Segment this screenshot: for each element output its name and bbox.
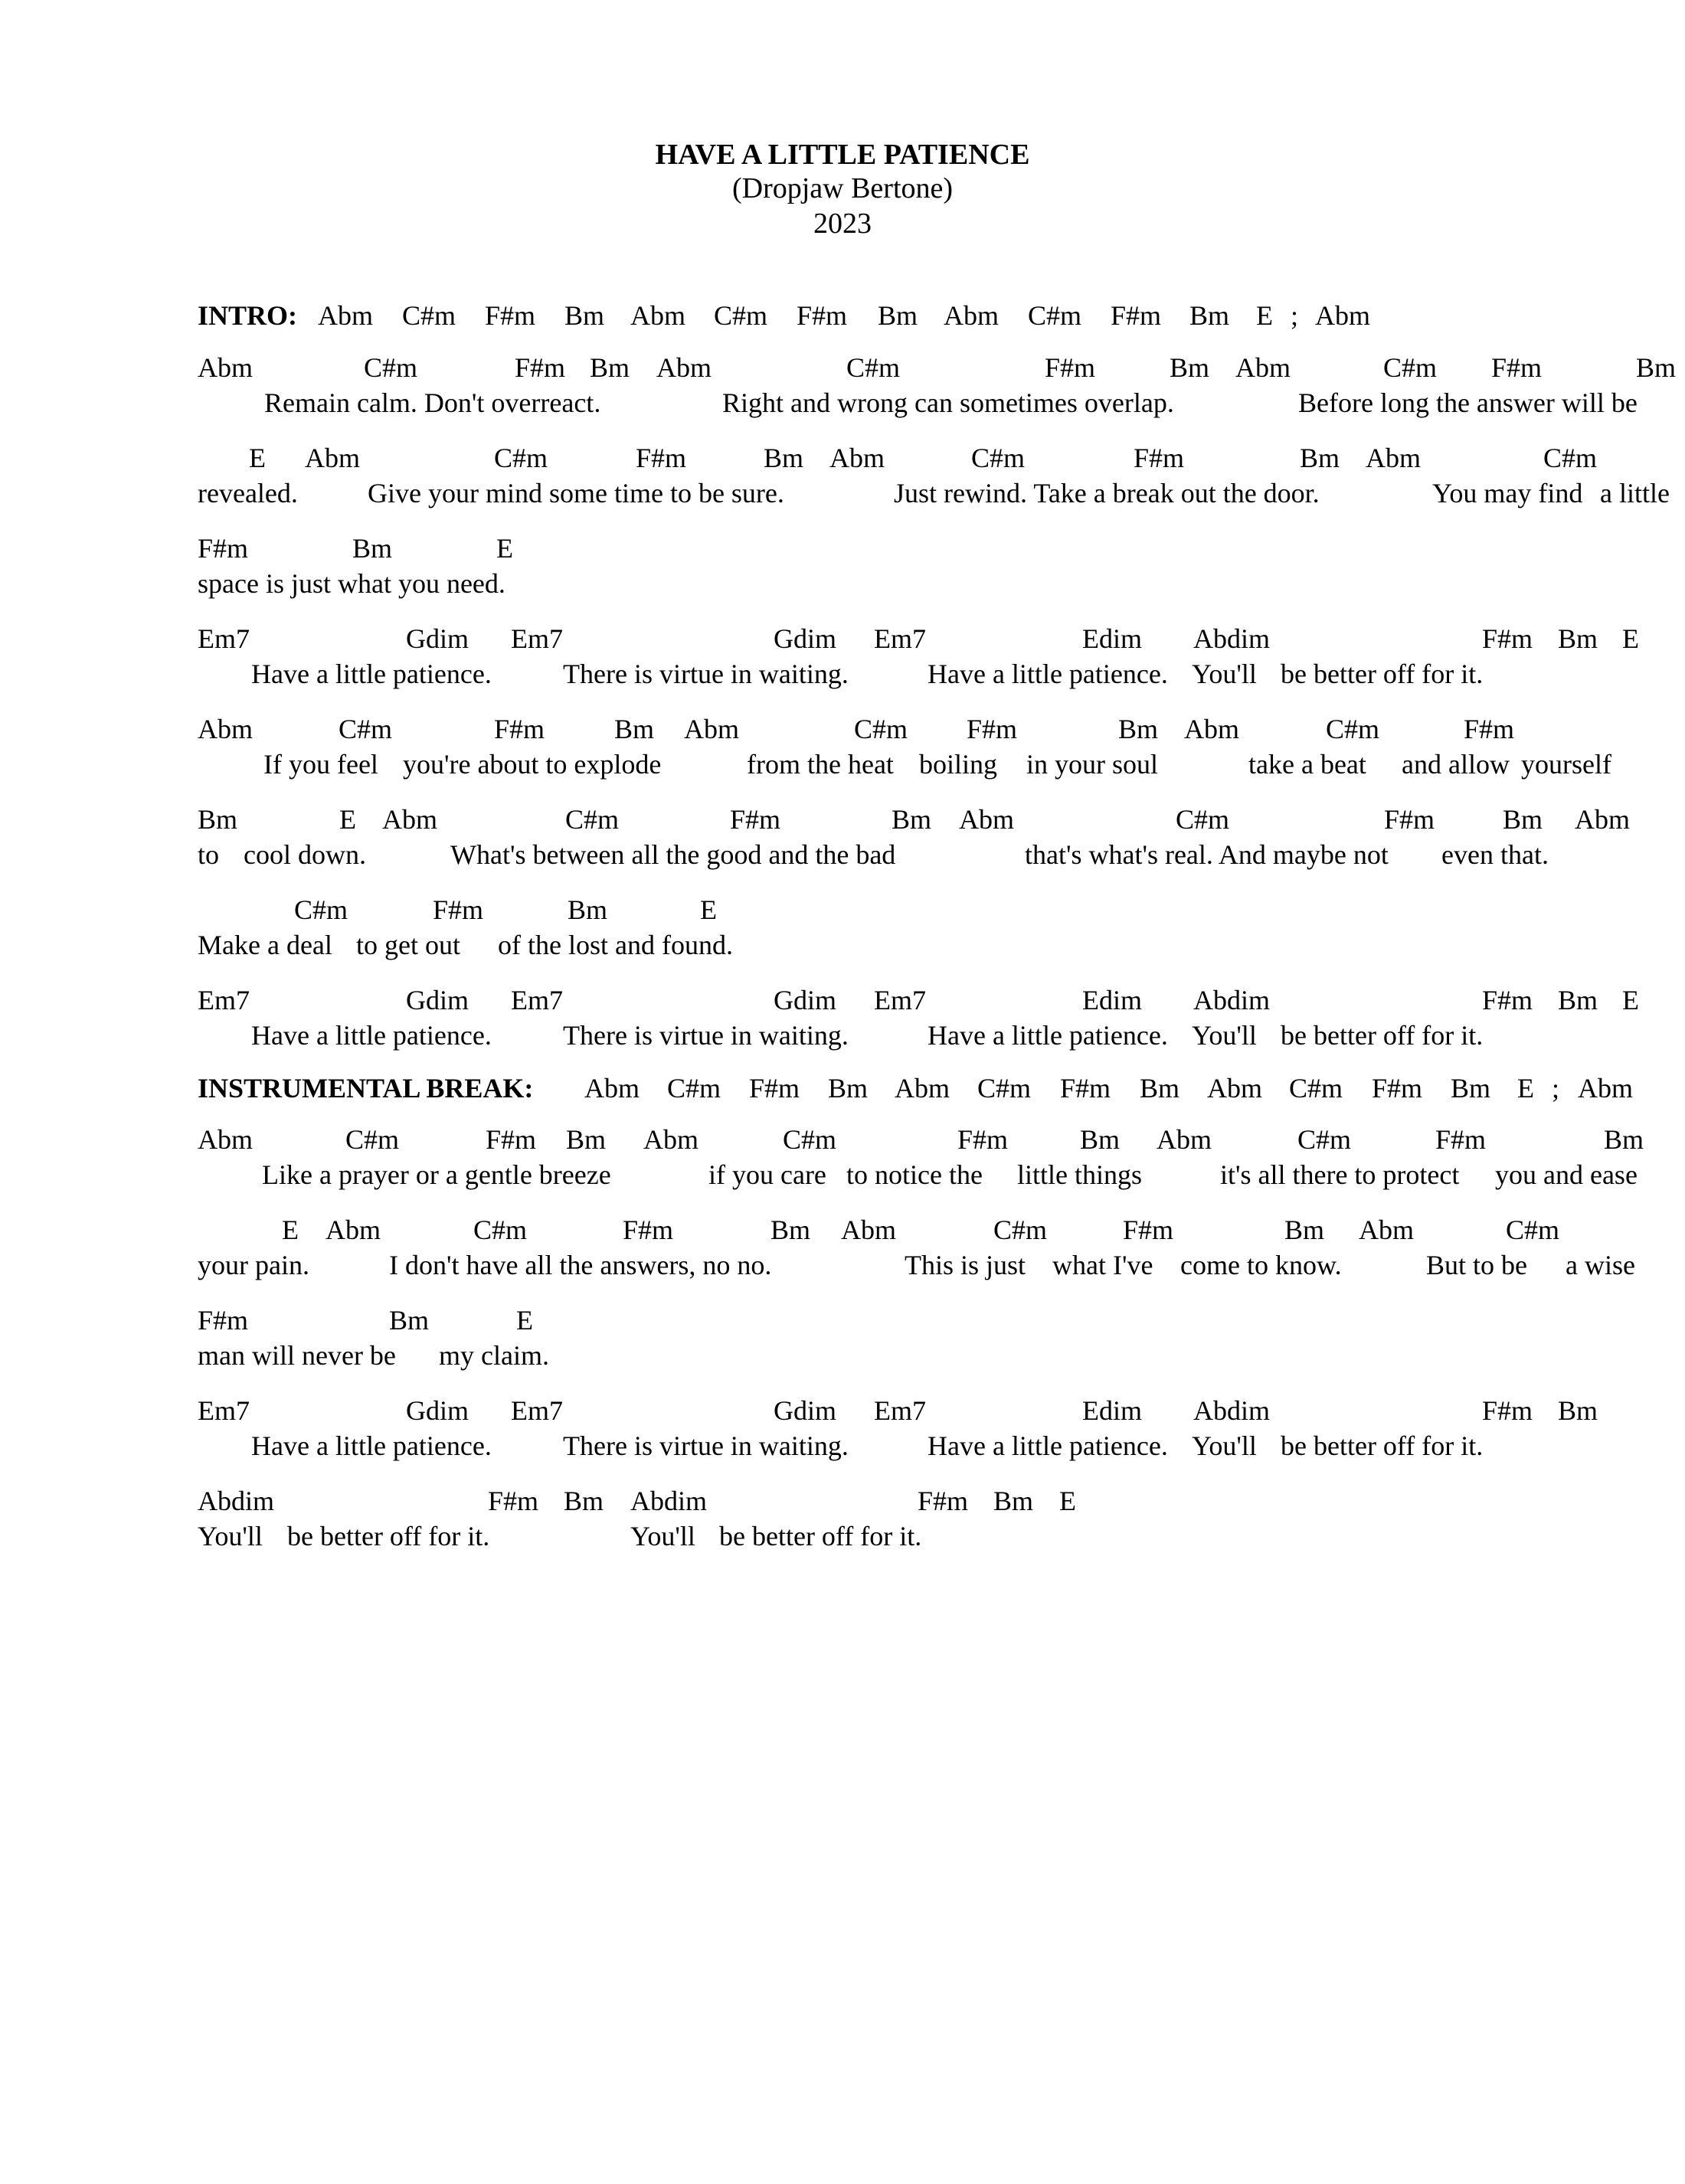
lyric: even that. <box>1441 839 1549 870</box>
lyric: Give your mind some time to be sure. <box>368 478 784 508</box>
lyric: be better off for it. <box>719 1521 922 1551</box>
chord: C#m <box>345 1124 400 1155</box>
lyric: and allow <box>1402 749 1510 780</box>
lyric: be better off for it. <box>1281 1020 1484 1051</box>
chord: Em7 <box>511 623 563 654</box>
chord: F#m <box>730 804 781 835</box>
chord: Bm <box>1140 1073 1180 1103</box>
lyric: Have a little patience. <box>251 1020 492 1051</box>
chord: Bm <box>568 894 608 925</box>
instrumental-line <box>0 1071 1685 1106</box>
lyric: There is virtue in waiting. <box>563 1020 849 1051</box>
chord: Abm <box>305 443 360 473</box>
lyric: Have a little patience. <box>928 1020 1168 1051</box>
chord: F#m <box>485 300 536 331</box>
chord: F#m <box>1123 1215 1174 1245</box>
verse1-chords-1 <box>0 350 1685 385</box>
lyric: Have a little patience. <box>251 659 492 689</box>
chord: Abm <box>829 443 885 473</box>
verse3-lyrics-1 <box>0 1157 1685 1192</box>
lyric: from the heat <box>747 749 894 780</box>
chord: Edim <box>1082 985 1142 1015</box>
song-title: HAVE A LITTLE PATIENCE <box>655 139 1030 171</box>
chord: Abm <box>1315 300 1370 331</box>
chord: C#m <box>1028 300 1082 331</box>
chord: C#m <box>565 804 620 835</box>
chord: Bm <box>564 300 605 331</box>
verse1-chords-3 <box>0 531 1685 566</box>
chord: Abm <box>944 300 999 331</box>
chord: Bm <box>1118 714 1159 744</box>
chord: E <box>1517 1073 1534 1103</box>
chord: F#m <box>494 714 545 744</box>
verse2-lyrics-3 <box>0 927 1685 963</box>
verse1-lyrics-1 <box>0 385 1685 420</box>
chord: C#m <box>1297 1124 1352 1155</box>
chord: Em7 <box>511 1395 563 1426</box>
chord-separator: ; <box>1291 300 1299 331</box>
lyric: man will never be <box>198 1340 396 1371</box>
lyric: You'll <box>1192 1430 1257 1461</box>
lyric: You'll <box>1192 1020 1257 1051</box>
lyric: But to be <box>1426 1250 1527 1280</box>
chord: Gdim <box>406 985 470 1015</box>
verse1-lyrics-2 <box>0 476 1685 511</box>
chord: Edim <box>1082 623 1142 654</box>
verse1-lyrics-3 <box>0 566 1685 601</box>
lyric: This is just <box>905 1250 1026 1280</box>
verse2-chords-3 <box>0 892 1685 927</box>
lyric: You'll <box>198 1521 263 1551</box>
chord: Abm <box>326 1215 381 1245</box>
chord: Bm <box>1300 443 1340 473</box>
chord: E <box>1059 1486 1076 1516</box>
verse3-lyrics-3 <box>0 1338 1685 1373</box>
verse2-chords-2 <box>0 802 1685 837</box>
lyric: What's between all the good and the bad <box>450 839 896 870</box>
chord: Em7 <box>874 1395 926 1426</box>
chord: Bm <box>198 804 238 835</box>
song-artist: (Dropjaw Bertone) <box>731 172 954 204</box>
verse1-chords-2 <box>0 440 1685 476</box>
chord: Bm <box>566 1124 607 1155</box>
chord: Gdim <box>774 623 837 654</box>
chord: Abdim <box>1193 985 1271 1015</box>
song-year: 2023 <box>813 208 872 240</box>
outro-chords <box>0 1483 1685 1519</box>
chord: C#m <box>1176 804 1230 835</box>
chord: F#m <box>1464 714 1515 744</box>
chorus2-chords <box>0 982 1685 1018</box>
chord: F#m <box>918 1486 969 1516</box>
chord: F#m <box>1060 1073 1111 1103</box>
chord: F#m <box>1372 1073 1423 1103</box>
lyric: Make a deal <box>198 930 332 960</box>
verse3-chords-3 <box>0 1303 1685 1338</box>
chord: Bm <box>1558 985 1598 1015</box>
verse3-lyrics-2 <box>0 1247 1685 1283</box>
lyric: If you feel <box>263 749 378 780</box>
lyric: You'll <box>1192 659 1257 689</box>
lyric: of the lost and found. <box>498 930 733 960</box>
chord: Em7 <box>874 985 926 1015</box>
lyric: There is virtue in waiting. <box>563 1430 849 1461</box>
lyric: my claim. <box>439 1340 549 1371</box>
chord: C#m <box>854 714 908 744</box>
chord: Bm <box>1284 1215 1325 1245</box>
chord: Abm <box>1184 714 1239 744</box>
chord: Abdim <box>1193 1395 1271 1426</box>
lyric: you're about to explode <box>403 749 662 780</box>
chord: F#m <box>1482 623 1533 654</box>
lyric: You may find <box>1432 478 1583 508</box>
lyric: Have a little patience. <box>251 1430 492 1461</box>
lyric: cool down. <box>244 839 366 870</box>
chord: F#m <box>486 1124 537 1155</box>
chord: C#m <box>783 1124 837 1155</box>
chord: Abdim <box>630 1486 708 1516</box>
chord: Abm <box>1235 352 1291 383</box>
chord: Em7 <box>511 985 563 1015</box>
chord: Abm <box>198 352 253 383</box>
lyric: Remain calm. Don't overreact. <box>264 387 601 418</box>
chord: Bm <box>614 714 655 744</box>
chord: F#m <box>1491 352 1543 383</box>
chord: Bm <box>1080 1124 1121 1155</box>
chord: Gdim <box>774 985 837 1015</box>
chord: Abdim <box>198 1486 275 1516</box>
chord: Em7 <box>874 623 926 654</box>
lyric: to notice the <box>846 1159 983 1190</box>
chord: Abm <box>318 300 373 331</box>
chord: F#m <box>749 1073 800 1103</box>
chord: Gdim <box>406 1395 470 1426</box>
chord: Bm <box>1451 1073 1491 1103</box>
chord: Bm <box>389 1305 430 1336</box>
chord: F#m <box>1482 985 1533 1015</box>
chord: Bm <box>1558 1395 1598 1426</box>
chord: Bm <box>764 443 804 473</box>
chord: C#m <box>667 1073 721 1103</box>
chord: F#m <box>198 533 249 564</box>
lyric: revealed. <box>198 478 298 508</box>
chord: Bm <box>892 804 932 835</box>
chorus1-lyrics <box>0 656 1685 691</box>
chord: Bm <box>1636 352 1677 383</box>
chord: Abm <box>1359 1215 1414 1245</box>
chord: E <box>282 1215 299 1245</box>
lyric: Have a little patience. <box>928 659 1168 689</box>
chord: Bm <box>878 300 918 331</box>
lyric: to get out <box>356 930 460 960</box>
chord-separator: ; <box>1552 1073 1560 1103</box>
chord: Bm <box>1189 300 1230 331</box>
verse3-chords-1 <box>0 1122 1685 1157</box>
chorus3-lyrics <box>0 1428 1685 1463</box>
lyric: be better off for it. <box>1281 659 1484 689</box>
lyric: little things <box>1017 1159 1143 1190</box>
chord: Abm <box>630 300 685 331</box>
chord: F#m <box>967 714 1018 744</box>
chord: C#m <box>494 443 548 473</box>
chorus2-lyrics <box>0 1018 1685 1053</box>
chord: C#m <box>714 300 768 331</box>
chord: F#m <box>797 300 848 331</box>
chord: E <box>1622 985 1639 1015</box>
lyric: come to know. <box>1180 1250 1342 1280</box>
lyric: it's all there to protect <box>1220 1159 1460 1190</box>
chord: F#m <box>1111 300 1162 331</box>
lyric: Like a prayer or a gentle breeze <box>262 1159 611 1190</box>
chord: Bm <box>1558 623 1598 654</box>
chord: Bm <box>352 533 393 564</box>
chord: E <box>700 894 717 925</box>
chord: E <box>249 443 266 473</box>
chord: C#m <box>339 714 393 744</box>
chord: F#m <box>1384 804 1435 835</box>
lyric: your pain. <box>198 1250 309 1280</box>
intro-line <box>0 298 1685 333</box>
chord: C#m <box>1289 1073 1343 1103</box>
chord: E <box>496 533 513 564</box>
chord: Abm <box>1578 1073 1633 1103</box>
chord: Edim <box>1082 1395 1142 1426</box>
chord: Abm <box>1157 1124 1212 1155</box>
lyric: be better off for it. <box>1281 1430 1484 1461</box>
verse3-chords-2 <box>0 1212 1685 1247</box>
lyric: be better off for it. <box>287 1521 490 1551</box>
chord: Abm <box>198 714 253 744</box>
chord: C#m <box>846 352 901 383</box>
chord: C#m <box>1543 443 1598 473</box>
section-label: INSTRUMENTAL BREAK: <box>198 1073 534 1103</box>
lyric: what I've <box>1052 1250 1153 1280</box>
chord: Bm <box>1604 1124 1644 1155</box>
chord: Bm <box>771 1215 811 1245</box>
section-label: INTRO: <box>198 300 298 331</box>
chord: Gdim <box>406 623 470 654</box>
chord: Bm <box>828 1073 869 1103</box>
chord: C#m <box>993 1215 1048 1245</box>
chord: C#m <box>364 352 418 383</box>
lyric: take a beat <box>1248 749 1366 780</box>
chord: E <box>516 1305 533 1336</box>
lyric: in your soul <box>1026 749 1159 780</box>
chorus3-chords <box>0 1393 1685 1428</box>
verse2-lyrics-1 <box>0 747 1685 782</box>
chord: Abm <box>684 714 739 744</box>
chord: Abm <box>959 804 1014 835</box>
chord: Abm <box>584 1073 640 1103</box>
chord: C#m <box>294 894 348 925</box>
lyric: you and ease <box>1495 1159 1638 1190</box>
chord: F#m <box>623 1215 674 1245</box>
chord: C#m <box>1326 714 1380 744</box>
lyric: There is virtue in waiting. <box>563 659 849 689</box>
lyric: to <box>198 839 220 870</box>
lyric: a little <box>1600 478 1670 508</box>
chord: Abm <box>1207 1073 1262 1103</box>
chord: F#m <box>433 894 484 925</box>
chord: F#m <box>515 352 566 383</box>
chord: Bm <box>590 352 630 383</box>
chord: Em7 <box>198 985 250 1015</box>
chord: Bm <box>993 1486 1034 1516</box>
chord: E <box>339 804 356 835</box>
chord: E <box>1622 623 1639 654</box>
chord: C#m <box>473 1215 528 1245</box>
lyric: Right and wrong can sometimes overlap. <box>722 387 1174 418</box>
outro-lyrics <box>0 1519 1685 1554</box>
chord: F#m <box>198 1305 249 1336</box>
chorus1-chords <box>0 621 1685 656</box>
chord: Em7 <box>198 1395 250 1426</box>
lyric: that's what's real. And maybe not <box>1025 839 1389 870</box>
chord: C#m <box>977 1073 1032 1103</box>
chord: Em7 <box>198 623 250 654</box>
lyric: Have a little patience. <box>928 1430 1168 1461</box>
chord: F#m <box>1134 443 1185 473</box>
chord: F#m <box>957 1124 1009 1155</box>
chord: F#m <box>1482 1395 1533 1426</box>
chord: Abm <box>841 1215 896 1245</box>
lyric: if you care <box>708 1159 826 1190</box>
chord: Bm <box>564 1486 604 1516</box>
lyric: Before long the answer will be <box>1298 387 1638 418</box>
lyric: I don't have all the answers, no no. <box>389 1250 772 1280</box>
lyric: space is just what you need. <box>198 568 506 599</box>
chord: Abdim <box>1193 623 1271 654</box>
lyric: a wise <box>1566 1250 1635 1280</box>
chord: F#m <box>488 1486 539 1516</box>
chord: Gdim <box>774 1395 837 1426</box>
chord: C#m <box>1383 352 1438 383</box>
chord: Abm <box>382 804 437 835</box>
lyric: You'll <box>630 1521 695 1551</box>
chord: F#m <box>1435 1124 1487 1155</box>
chord: F#m <box>1045 352 1096 383</box>
lyric: Just rewind. Take a break out the door. <box>894 478 1320 508</box>
chord: Abm <box>656 352 712 383</box>
lyric: yourself <box>1521 749 1611 780</box>
chord: E <box>1256 300 1273 331</box>
chord: C#m <box>971 443 1026 473</box>
chord: F#m <box>636 443 687 473</box>
lyric: boiling <box>919 749 998 780</box>
chord: Abm <box>198 1124 253 1155</box>
verse2-lyrics-2 <box>0 837 1685 872</box>
chord: C#m <box>1506 1215 1560 1245</box>
chord: Abm <box>895 1073 950 1103</box>
chord: C#m <box>402 300 456 331</box>
verse2-chords-1 <box>0 711 1685 747</box>
chord: Abm <box>1575 804 1630 835</box>
chord: Bm <box>1503 804 1543 835</box>
chord: Abm <box>1366 443 1421 473</box>
chord: Abm <box>643 1124 699 1155</box>
chord: Bm <box>1170 352 1210 383</box>
